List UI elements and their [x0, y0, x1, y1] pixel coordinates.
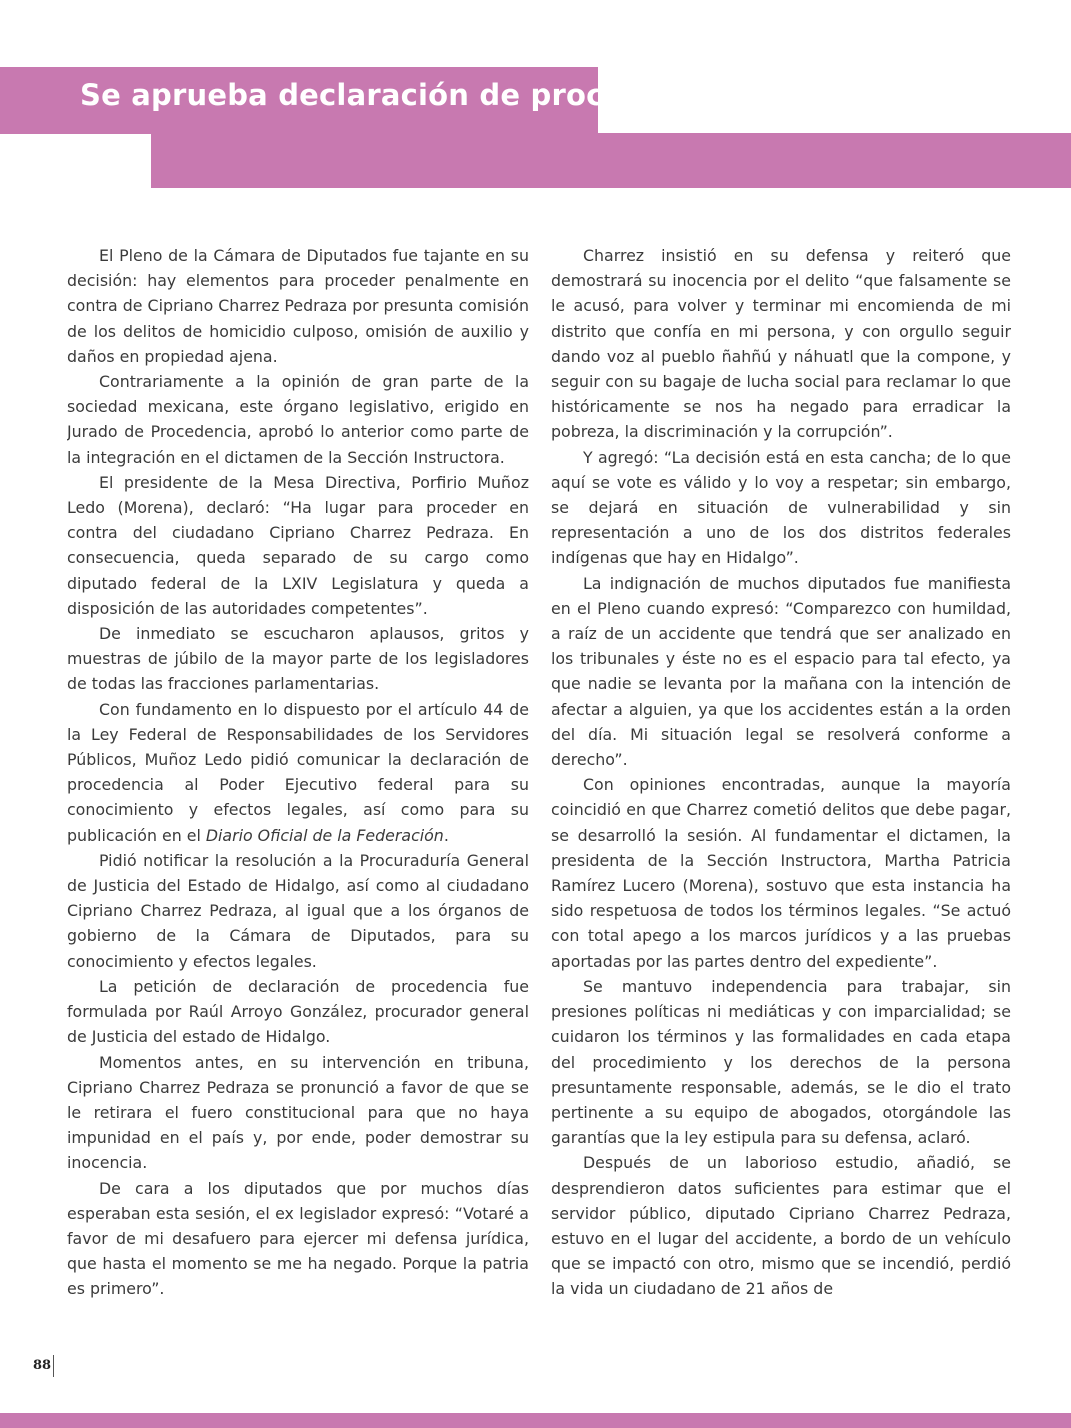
paragraph: Después de un laborioso estudio, añadió, se desprendieron datos suficientes para estimar que el servidor público, diputado Cipriano Charrez Pedraza, estuvo en el lugar del accidente, a bordo de un vehículo que se impactó con otro, mismo que se incendió, perdió la vida un ciudadano de 21 años de	[551, 1153, 1011, 1299]
paragraph: La indignación de muchos diputados fue manifiesta en el Pleno cuando expresó: “Comparezco con humildad, a raíz de un accidente que tendrá que ser analizado en los tribunales y éste no es el espacio para tal efecto, ya que nadie se levanta por la mañana con la intención de afectar a alguien, ya que los accidentes están a la orden del día. Mi situación legal se resolverá conforme a derecho”.	[551, 573, 1011, 770]
paragraph: Se mantuvo independencia para trabajar, sin presiones políticas ni mediáticas y con imparcialidad; se cuidaron los términos y las formalidades en cada etapa del procedimiento y los derechos de la persona presuntamente responsable, además, se le dio el trato pertinente a su equipo de abogados, otorgándole las garantías que la ley estipula para su defensa, aclaró.	[551, 976, 1011, 1148]
publication-name: Diario Oficial de la Federación	[205, 825, 444, 845]
paragraph: La petición de declaración de procedencia fue formulada por Raúl Arroyo González, procurador general de Justicia del estado de Hidalgo.	[67, 976, 529, 1047]
paragraph: Pidió notificar la resolución a la Procuraduría General de Justicia del Estado de Hidalgo, así como al ciudadano Cipriano Charrez Pedraza, al igual que a los órganos de gobierno de la Cámara de Diputados, para su conocimiento y efectos legales.	[67, 850, 529, 971]
article-column-left	[67, 243, 529, 1333]
page-number-divider	[53, 1355, 54, 1377]
article-column-right	[551, 243, 1011, 1333]
paragraph: De inmediato se escucharon aplausos, gritos y muestras de júbilo de la mayor parte de los legisladores de todas las fracciones parlamentarias.	[67, 624, 529, 694]
paragraph: Momentos antes, en su intervención en tribuna, Cipriano Charrez Pedraza se pronunció a favor de que se le retirara el fuero constitucional para que no haya impunidad en el país y, por ende, poder demostrar su inocencia.	[67, 1052, 529, 1173]
paragraph: Contrariamente a la opinión de gran parte de la sociedad mexicana, este órgano legislativo, erigido en Jurado de Procedencia, aprobó lo anterior como parte de la integración en el dictamen de la Sección Instructora.	[67, 372, 529, 467]
paragraph: Y agregó: “La decisión está en esta cancha; de lo que aquí se vote es válido y lo voy a respetar; sin embargo, se dejará en situación de vulnerabilidad y sin representación a uno de los dos distritos federales indígenas que hay en Hidalgo”.	[551, 447, 1011, 568]
title-banner-extension	[151, 133, 1071, 188]
paragraph: De cara a los diputados que por muchos días esperaban esta sesión, el ex legislador expresó: “Votaré a favor de mi desafuero para ejercer mi defensa jurídica, que hasta el momento se me ha negado. Porque la patria es primero”.	[67, 1178, 529, 1299]
footer-band	[0, 1413, 1071, 1428]
paragraph: Charrez insistió en su defensa y reiteró que demostrará su inocencia por el delito “que falsamente se le acusó, para volver y terminar mi encomienda de mi distrito que confía en mi persona, y con orgullo seguir dando voz al pueblo ñahñú y náhuatl que la compone, y seguir con su bagaje de lucha social para reclamar lo que históricamente se nos ha negado para erradicar la pobreza, la discriminación y la corrupción”.	[551, 246, 1011, 442]
paragraph: El presidente de la Mesa Directiva, Porfirio Muñoz Ledo (Morena), declaró: “Ha lugar para proceder en contra del ciudadano Cipriano Charrez Pedraza. En consecuencia, queda separado de su cargo como diputado federal de la LXIV Legislatura y queda a disposición de las autoridades competentes”.	[67, 472, 529, 618]
page-title: Se aprueba declaración de procedencia	[80, 78, 733, 112]
paragraph-with-publication	[67, 697, 529, 848]
page-number: 88	[33, 1358, 52, 1373]
paragraph-end: .	[443, 825, 449, 845]
paragraph: Con opiniones encontradas, aunque la mayoría coincidió en que Charrez cometió delitos que debe pagar, se desarrolló la sesión. Al fundamentar el dictamen, la presidenta de la Sección Instructora, Martha Patricia Ramírez Lucero (Morena), sostuvo que esta instancia ha sido respetuosa de todos los términos legales. “Se actuó con total apego a los marcos jurídicos y a las pruebas aportadas por las partes dentro del expediente”.	[551, 775, 1011, 971]
paragraph-text: Con fundamento en lo dispuesto por el artículo 44 de la Ley Federal de Responsabilidades de los Servidores Públicos, Muñoz Ledo pidió comunicar la declaración de procedencia al Poder Ejecutivo federal para su conocimiento y efectos legales, así como para su publicación en el	[67, 699, 529, 845]
paragraph: El Pleno de la Cámara de Diputados fue tajante en su decisión: hay elementos para proceder penalmente en contra de Cipriano Charrez Pedraza por presunta comisión de los delitos de homicidio culposo, omisión de auxilio y daños en propiedad ajena.	[67, 246, 529, 366]
